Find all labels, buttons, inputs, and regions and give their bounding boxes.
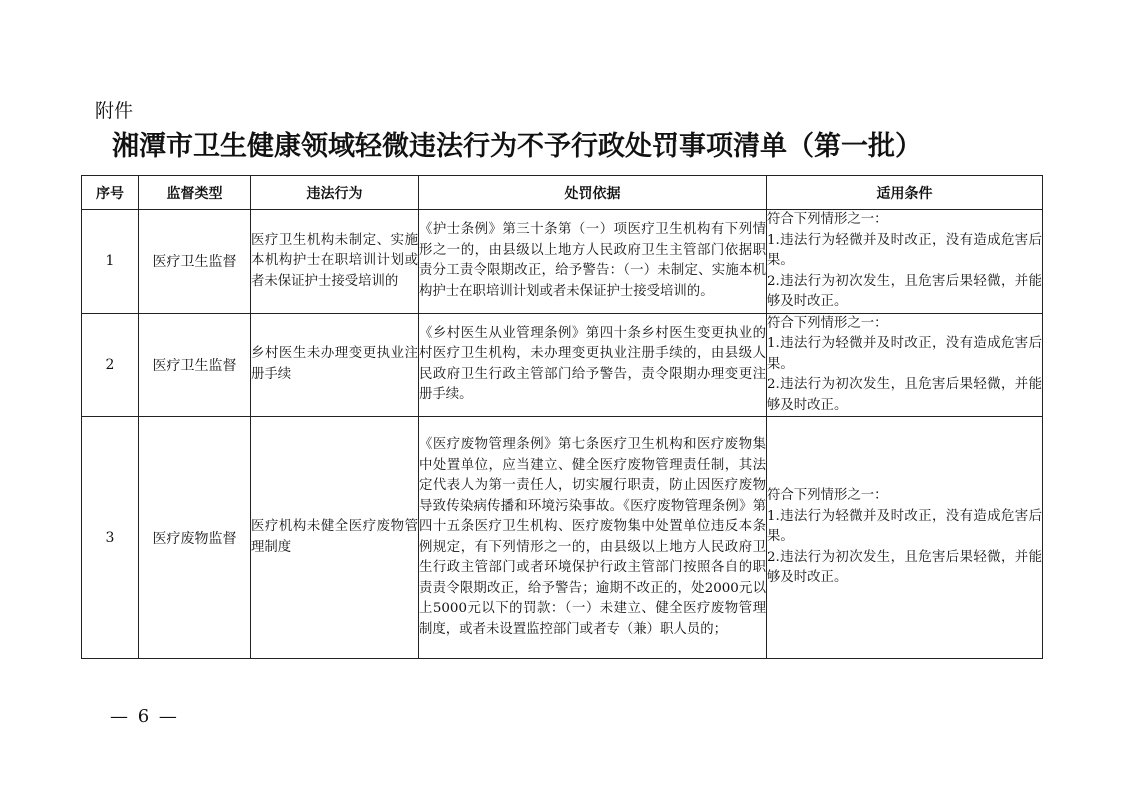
table-header-row — [82, 176, 1043, 210]
header-no: 序号 — [82, 176, 139, 210]
page-number: — 6 — — [110, 706, 179, 727]
header-type: 监督类型 — [139, 176, 251, 210]
row-number: 1 — [82, 210, 139, 314]
condition-line: 1.违法行为轻微并及时改正，没有造成危害后果。 — [767, 232, 1042, 268]
applicable-conditions — [767, 313, 1043, 417]
condition-line: 2.违法行为初次发生，且危害后果轻微，并能够及时改正。 — [767, 549, 1042, 586]
violation-act: 医疗机构未健全医疗废物管理制度 — [251, 417, 419, 659]
penalty-exemption-table — [81, 175, 1043, 659]
supervision-type: 医疗卫生监督 — [139, 210, 251, 314]
condition-line: 符合下列情形之一： — [767, 315, 888, 331]
applicable-conditions — [767, 417, 1043, 659]
penalty-basis: 《医疗废物管理条例》第七条医疗卫生机构和医疗废物集中处置单位，应当建立、健全医疗废物管理责任制，其法定代表人为第一责任人，切实履行职责，防止因医疗废物导致传染病传播和环境污染事故。《医疗废物管理条例》第四十五条医疗卫生机构、医疗废物集中处置单位违反本条例规定，有下列情形之一的，由县级以上地方人民政府卫生行政主管部门或者环境保护行政主管部门按照各自的职责责令限期改正，给予警告；逾期不改正的，处2000元以上5000元以下的罚款：（一）未建立、健全医疗废物管理制度，或者未设置监控部门或者专（兼）职人员的； — [419, 417, 767, 659]
header-cond: 适用条件 — [767, 176, 1043, 210]
condition-line: 1.违法行为轻微并及时改正，没有造成危害后果。 — [767, 336, 1042, 372]
header-basis: 处罚依据 — [419, 176, 767, 210]
document-title: 湘潭市卫生健康领域轻微违法行为不予行政处罚事项清单（第一批） — [112, 131, 922, 162]
table-row — [82, 313, 1043, 417]
applicable-conditions — [767, 210, 1043, 314]
header-act: 违法行为 — [251, 176, 419, 210]
attachment-label: 附件 — [95, 100, 134, 122]
supervision-type: 医疗废物监督 — [139, 417, 251, 659]
violation-act: 医疗卫生机构未制定、实施本机构护士在职培训计划或者未保证护士接受培训的 — [251, 210, 419, 314]
row-number: 2 — [82, 313, 139, 417]
row-number: 3 — [82, 417, 139, 659]
condition-line: 2.违法行为初次发生，且危害后果轻微，并能够及时改正。 — [767, 273, 1042, 309]
penalty-basis: 《护士条例》第三十条第（一）项医疗卫生机构有下列情形之一的，由县级以上地方人民政府卫生主管部门依据职责分工责令限期改正，给予警告：（一）未制定、实施本机构护士在职培训计划或者未保证护士接受培训的。 — [419, 210, 767, 314]
violation-act: 乡村医生未办理变更执业注册手续 — [251, 313, 419, 417]
table-row — [82, 210, 1043, 314]
table-row — [82, 417, 1043, 659]
condition-line: 符合下列情形之一： — [767, 212, 888, 227]
penalty-basis: 《乡村医生从业管理条例》第四十条乡村医生变更执业的村医疗卫生机构，未办理变更执业注册手续的，由县级人民政府卫生行政主管部门给予警告，责令限期办理变更注册手续。 — [419, 313, 767, 417]
condition-line: 2.违法行为初次发生，且危害后果轻微，并能够及时改正。 — [767, 377, 1042, 413]
condition-line: 1.违法行为轻微并及时改正，没有造成危害后果。 — [767, 508, 1042, 545]
condition-line: 符合下列情形之一： — [767, 488, 888, 504]
supervision-type: 医疗卫生监督 — [139, 313, 251, 417]
